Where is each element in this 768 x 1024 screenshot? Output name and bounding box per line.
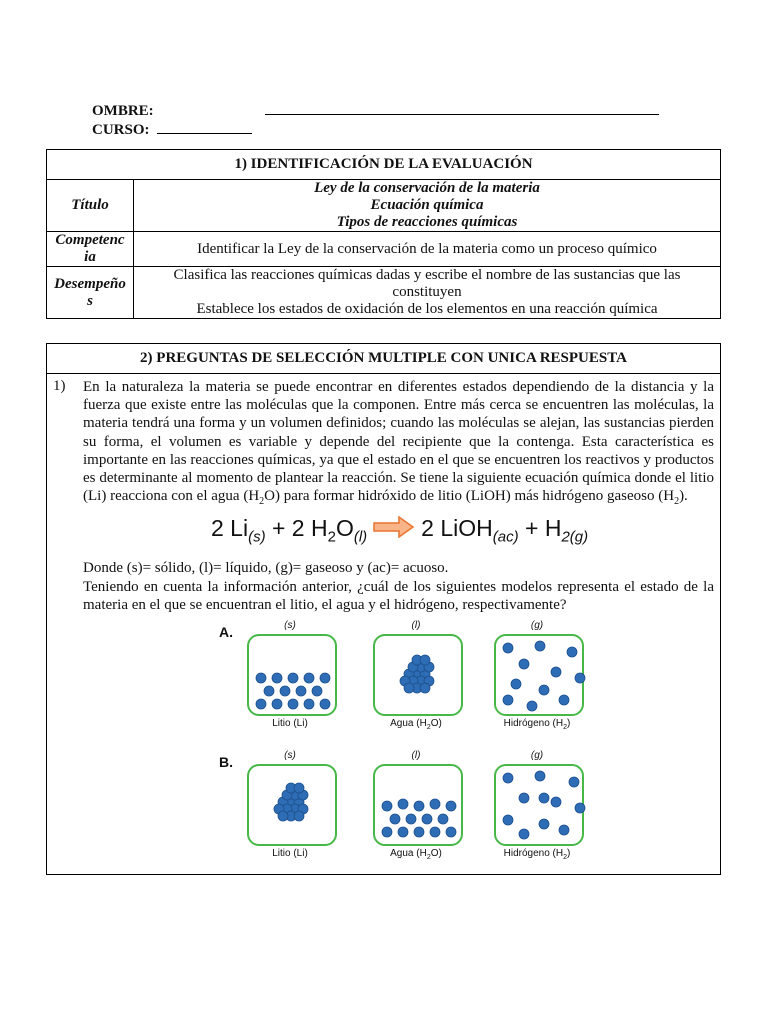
b-agua-molecule (382, 827, 392, 837)
b-hidrogeno-molecule (503, 773, 513, 783)
eq-li-state: (s) (248, 529, 266, 547)
questions-table (46, 343, 721, 875)
a-hidrogeno-molecule (511, 679, 521, 689)
question-intro (83, 378, 714, 508)
desempenos-label-2: s (87, 292, 93, 309)
a-litio-molecule (320, 673, 330, 683)
a-cap-agua-b: O) (430, 718, 442, 730)
titulo-line-2: Ecuación química (370, 197, 484, 213)
curso-line[interactable] (157, 119, 252, 134)
eq-h2-sub: 2 (327, 529, 336, 547)
eq-lioh-state: (ac) (492, 529, 519, 547)
b-agua-molecule (446, 827, 456, 837)
intro-part-b: O) para formar hidróxido de litio (LiOH) más hidrógeno gaseoso (H (264, 488, 675, 505)
a-cap-h-sub: 2 (563, 724, 568, 732)
b-agua-molecule (414, 827, 424, 837)
b-hidrogeno-molecule (559, 825, 569, 835)
b-hidrogeno-molecule (503, 815, 513, 825)
b-agua-molecule (430, 827, 440, 837)
b-litio-molecule (294, 811, 304, 821)
competencia-label (47, 232, 134, 267)
states-legend: Donde (s)= sólido, (l)= líquido, (g)= gaseoso y (ac)= acuoso. (83, 560, 449, 577)
a-litio-molecule (272, 673, 282, 683)
titulo-line-3: Tipos de reacciones químicas (336, 214, 518, 230)
b-cap-h-sub: 2 (563, 854, 568, 862)
b-cap-h-a: Hidrógeno (H (503, 848, 564, 860)
a-hidrogeno-molecule (519, 659, 529, 669)
b-agua-molecule (382, 801, 392, 811)
identification-table (46, 149, 721, 319)
competencia-label-2: ia (84, 249, 96, 265)
competencia-text: Identificar la Ley de la conservación de la materia como un proceso químico (134, 232, 721, 267)
b-hidrogeno-molecule (535, 771, 545, 781)
titulo-label: Título (47, 180, 134, 232)
a-litio-molecule (304, 673, 314, 683)
b-hidrogeno-molecule (575, 803, 585, 813)
b-cap-agua-b: O) (430, 848, 442, 860)
curso-row (92, 119, 252, 139)
a-hidrogeno-molecule (503, 695, 513, 705)
molecule-dots (83, 614, 723, 872)
b-agua-molecule (446, 801, 456, 811)
eq-h2-state: 2(g) (561, 529, 589, 547)
nombre-label: OMBRE: (92, 103, 154, 119)
b-agua-molecule (422, 814, 432, 824)
section2-heading: 2) PREGUNTAS DE SELECCIÓN MULTIPLE CON UNICA RESPUESTA (47, 344, 721, 374)
desempenos-label-1: Desempeño (54, 275, 126, 292)
a-hidrogeno-molecule (539, 685, 549, 695)
intro-part-a: En la naturaleza la materia se puede encontrar en diferentes estados dependiendo de la distancia y la fuerza que existe entre las moléculas que la componen. Entre más cerca se encuentren las moléculas, la materia tendrá una forma y un volumen definidos; cuando las moléculas se alejan, las sustancias pierden su forma, el volumen es variable y depende del recipiente que la contenga. Esta característica es importante en las reacciones químicas, ya que el estado en el que se encuentren los reactivos y productos es determinante al momento de plantear la reacción. Se tiene la siguiente ecuación química donde el litio (Li) reacciona con el agua (H (83, 379, 714, 505)
a-state-g: (g) (530, 620, 544, 632)
intro-sub-h2: 2 (674, 496, 680, 508)
competencia-label-1: Competenc (55, 232, 125, 248)
b-agua-molecule (414, 801, 424, 811)
a-cap-agua-sub: 2 (426, 724, 431, 732)
b-cap-h-b: ) (567, 848, 571, 860)
titulo-line-1: Ley de la conservación de la materia (314, 180, 540, 196)
b-litio-molecule (294, 783, 304, 793)
option-b-label[interactable]: B. (219, 754, 233, 771)
b-agua-molecule (398, 827, 408, 837)
answer-models (83, 614, 714, 872)
a-hidrogeno-molecule (527, 701, 537, 711)
a-hidrogeno-molecule (551, 667, 561, 677)
a-agua-molecule (420, 683, 430, 693)
a-litio-molecule (272, 699, 282, 709)
a-hidrogeno-molecule (535, 641, 545, 651)
a-litio-molecule (312, 686, 322, 696)
b-state-g: (g) (530, 750, 544, 762)
question-text: Teniendo en cuenta la información anterior, ¿cuál de los siguientes modelos representa el estado de la materia en el que se encuentran el litio, el agua y el hidrógeno, respectivamente? (83, 578, 714, 613)
a-cap-agua-a: Agua (H (390, 718, 427, 730)
a-cap-h-a: Hidrógeno (H (503, 718, 564, 730)
question-body (79, 374, 721, 875)
eq-h2: + H (525, 515, 562, 542)
curso-label: CURSO: (92, 122, 150, 138)
a-litio-molecule (264, 686, 274, 696)
intro-sub-h2o: 2 (259, 496, 265, 508)
chemical-equation (211, 515, 714, 555)
a-cap-litio: Litio (Li) (272, 718, 308, 730)
a-state-l: (l) (411, 620, 421, 632)
a-litio-molecule (280, 686, 290, 696)
eq-li: 2 Li (211, 515, 249, 542)
b-litio-molecule (278, 811, 288, 821)
a-litio-molecule (304, 699, 314, 709)
a-state-s: (s) (284, 620, 296, 632)
intro-part-c: ). (679, 488, 688, 505)
b-agua-molecule (390, 814, 400, 824)
b-hidrogeno-molecule (551, 797, 561, 807)
nombre-row (92, 100, 659, 120)
eq-lioh: 2 LiOH (421, 515, 493, 542)
question-number: 1) (47, 374, 80, 875)
b-agua-molecule (406, 814, 416, 824)
b-cap-litio: Litio (Li) (272, 848, 308, 860)
b-agua-molecule (430, 799, 440, 809)
b-state-s: (s) (284, 750, 296, 762)
a-litio-molecule (288, 673, 298, 683)
reaction-arrow-icon (373, 516, 415, 544)
a-cap-h-b: ) (567, 718, 571, 730)
a-agua-molecule (420, 655, 430, 665)
desempenos-text-2: Establece los estados de oxidación de los elementos en una reacción química (196, 301, 658, 317)
nombre-line[interactable] (265, 100, 659, 115)
desempenos-label (47, 267, 134, 319)
a-litio-molecule (256, 699, 266, 709)
a-hidrogeno-molecule (503, 643, 513, 653)
a-hidrogeno-molecule (567, 647, 577, 657)
eq-h2o-state: (l) (353, 529, 368, 547)
b-hidrogeno-molecule (539, 793, 549, 803)
a-agua-molecule (404, 683, 414, 693)
b-agua-molecule (438, 814, 448, 824)
eq-o: O (335, 515, 354, 542)
b-cap-agua-a: Agua (H (390, 848, 427, 860)
option-a-label[interactable]: A. (219, 624, 233, 641)
eq-h: + 2 H (271, 515, 328, 542)
a-hidrogeno-molecule (559, 695, 569, 705)
b-hidrogeno-molecule (519, 793, 529, 803)
a-litio-molecule (288, 699, 298, 709)
b-cap-agua-sub: 2 (426, 854, 431, 862)
section1-heading: 1) IDENTIFICACIÓN DE LA EVALUACIÓN (47, 150, 721, 180)
b-hidrogeno-molecule (519, 829, 529, 839)
titulo-cell (134, 180, 721, 232)
b-agua-molecule (398, 799, 408, 809)
b-hidrogeno-molecule (539, 819, 549, 829)
desempenos-cell (134, 267, 721, 319)
a-litio-molecule (256, 673, 266, 683)
b-state-l: (l) (411, 750, 421, 762)
a-hidrogeno-molecule (575, 673, 585, 683)
desempenos-text-1: Clasifica las reacciones químicas dadas y escribe el nombre de las sustancias que las constituyen (173, 267, 681, 300)
a-litio-molecule (296, 686, 306, 696)
b-hidrogeno-molecule (569, 777, 579, 787)
a-litio-molecule (320, 699, 330, 709)
